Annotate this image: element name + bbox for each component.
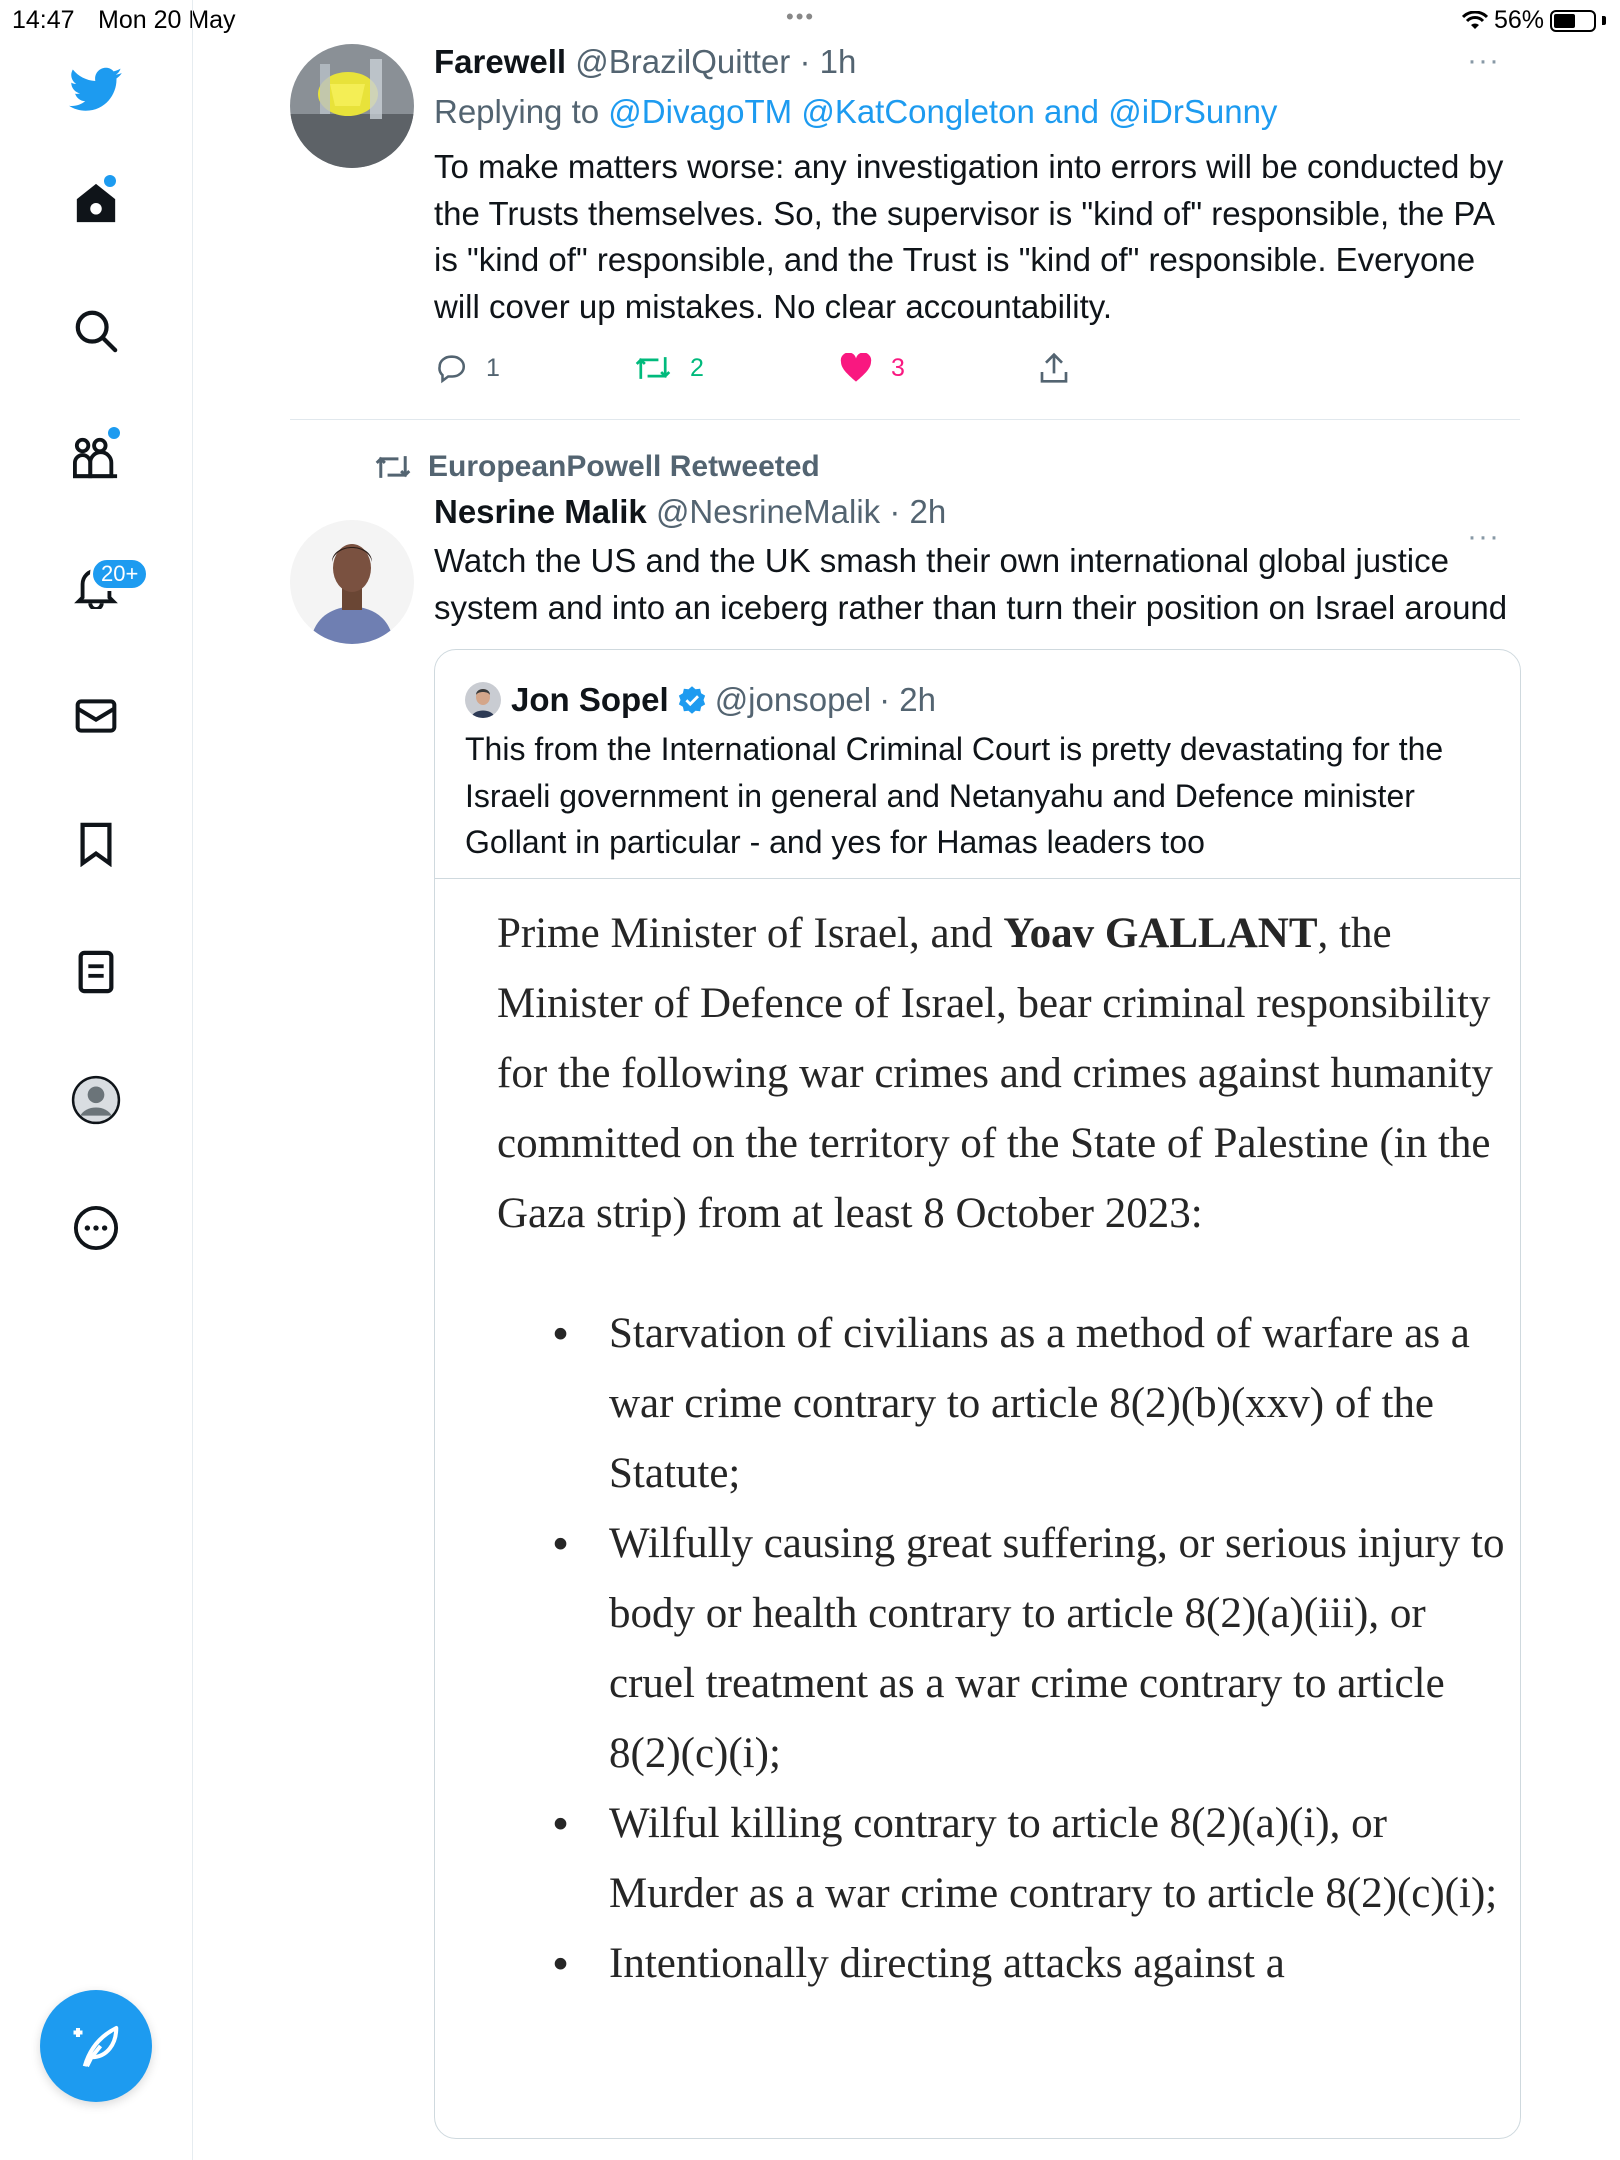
tweet-time[interactable]: · 1h (799, 43, 857, 80)
search-icon (73, 308, 119, 354)
tweet[interactable] (290, 40, 1520, 420)
retweet-button[interactable] (634, 353, 839, 383)
profile-icon (71, 1075, 121, 1125)
twitter-logo[interactable] (60, 54, 132, 126)
multitasking-dots[interactable]: ••• (786, 4, 816, 29)
document-lead-bold: Yoav GALLANT (1003, 909, 1318, 957)
more-options-button[interactable]: ··· (1467, 520, 1500, 553)
replying-to (434, 90, 1520, 134)
sidebar-nav (0, 0, 193, 2160)
retweet-icon (374, 452, 412, 482)
more-nav[interactable] (60, 1192, 132, 1264)
bookmark-icon (76, 821, 116, 867)
status-date: Mon 20 May (98, 6, 236, 34)
bird-icon (69, 67, 123, 113)
reply-button[interactable] (434, 351, 634, 385)
like-button[interactable] (839, 353, 1039, 383)
author-name[interactable]: Nesrine Malik (434, 493, 647, 530)
retweet-count: 2 (690, 353, 704, 382)
home-icon (73, 180, 119, 226)
document-lead-pre: Prime Minister of Israel, and (497, 909, 1004, 957)
retweet-icon (634, 353, 672, 383)
avatar-image (290, 520, 414, 644)
tweet-header (434, 490, 1520, 534)
document-bullet: • Wilful killing contrary to article 8(2)(a)(i), or Murder as a war crime contrary to article 8(2)(c)(i); (497, 1789, 1507, 1929)
tweet[interactable] (290, 450, 1520, 2139)
quoted-tweet-image[interactable] (435, 878, 1520, 2138)
document-lead-post: , the Minister of Defence of Israel, bear criminal responsibility for the following war crimes and crimes against humanity committed on the territory of the State of Palestine (in the Gaza strip) from at least 8 October 2023: (497, 909, 1493, 1237)
quoted-author-name[interactable]: Jon Sopel (511, 681, 669, 718)
document-bullet: • Intentionally directing attacks against a (497, 1929, 1507, 1999)
communities-nav[interactable] (60, 421, 132, 493)
compose-feather-icon (69, 2019, 123, 2073)
tweet-header (434, 40, 1520, 84)
communities-notification-dot (108, 427, 120, 439)
retweeted-by[interactable] (374, 450, 1520, 484)
quoted-tweet-header (435, 650, 1520, 722)
verified-badge-icon (677, 685, 707, 715)
search-nav[interactable] (60, 295, 132, 367)
document-bullets (497, 1299, 1507, 1999)
reply-icon (434, 351, 468, 385)
home-notification-dot (104, 175, 116, 187)
quoted-tweet-text: This from the International Criminal Court is pretty devastating for the Israeli government in general and Netanyahu and Defence minister Gollant in particular - and yes for Hamas leaders too (465, 731, 1444, 860)
more-icon (73, 1205, 119, 1251)
lists-nav[interactable] (60, 936, 132, 1008)
notifications-badge: 20+ (90, 557, 149, 591)
document-bullet: • Starvation of civilians as a method of warfare as a war crime contrary to article 8(2)(b)(xxv) of the Statute; (497, 1299, 1507, 1509)
status-bar (0, 0, 1620, 40)
share-icon (1039, 352, 1069, 384)
tweet-divider (290, 419, 1520, 420)
timeline (290, 40, 1520, 2139)
mail-icon (74, 694, 118, 738)
communities-icon (71, 434, 121, 480)
avatar-jon-sopel[interactable] (465, 682, 501, 718)
replying-label: Replying to (434, 93, 600, 130)
battery-percent: 56% (1493, 6, 1544, 34)
quoted-tweet[interactable] (434, 649, 1521, 2139)
document-bullet: • Wilfully causing great suffering, or serious injury to body or health contrary to article 8(2)(a)(iii), or cruel treatment as a war crime contrary to article 8(2)(c)(i); (497, 1509, 1507, 1789)
retweeted-by-label: EuropeanPowell Retweeted (428, 450, 820, 483)
battery-icon (1550, 10, 1596, 32)
heart-icon (839, 353, 873, 383)
author-handle[interactable]: @BrazilQuitter (575, 43, 791, 80)
tweet-time[interactable]: · 2h (889, 493, 947, 530)
profile-nav[interactable] (60, 1064, 132, 1136)
tweet-text: Watch the US and the UK smash their own international global justice system and into an iceberg rather than turn their position on Israel around (434, 542, 1508, 626)
quoted-author-handle[interactable]: @jonsopel (714, 681, 872, 718)
bookmarks-nav[interactable] (60, 808, 132, 880)
compose-tweet-button[interactable] (40, 1990, 152, 2102)
avatar-image (465, 682, 501, 718)
more-options-button[interactable]: ··· (1467, 44, 1500, 77)
avatar-image (290, 44, 414, 168)
replying-to-users[interactable]: @DivagoTM @KatCongleton and @iDrSunny (608, 93, 1278, 130)
author-name[interactable]: Farewell (434, 43, 567, 80)
messages-nav[interactable] (60, 680, 132, 752)
avatar-nesrine-malik[interactable] (290, 520, 414, 644)
document-excerpt (497, 899, 1507, 1999)
document-lead (497, 899, 1507, 1249)
home-nav[interactable] (60, 167, 132, 239)
avatar-farewell[interactable] (290, 44, 414, 168)
reply-count: 1 (486, 353, 500, 382)
tweet-text: To make matters worse: any investigation into errors will be conducted by the Trusts themselves. So, the supervisor is "kind of" responsible, the PA is "kind of" responsible, and the Trust is "kind of" responsible. Everyone will cover up mistakes. No clear accountability. (434, 148, 1504, 325)
status-time: 14:47 (12, 6, 75, 34)
quoted-tweet-time[interactable]: · 2h (879, 681, 936, 718)
lists-icon (76, 949, 116, 995)
wifi-icon (1462, 11, 1488, 31)
author-handle[interactable]: @NesrineMalik (655, 493, 881, 530)
tweet-actions (434, 348, 1520, 388)
share-button[interactable] (1039, 352, 1239, 384)
like-count: 3 (891, 353, 905, 382)
